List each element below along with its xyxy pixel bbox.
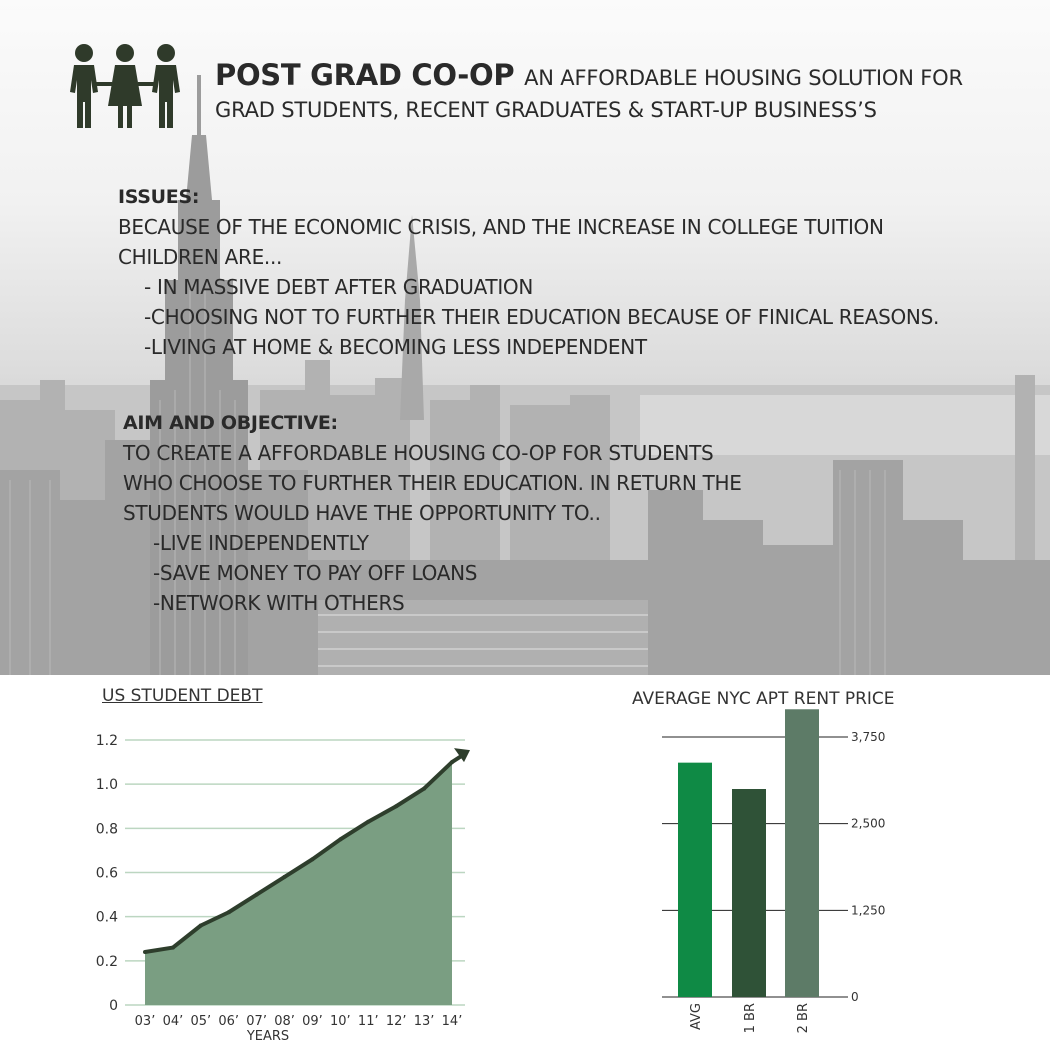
debt-point (366, 820, 370, 824)
page-title (215, 58, 963, 92)
debt-ytick-label: 0.2 (95, 953, 118, 970)
aim-point: -NETWORK WITH OTHERS (153, 591, 405, 615)
issues-intro-line: CHILDREN ARE... (118, 245, 283, 269)
issues-point: - IN MASSIVE DEBT AFTER GRADUATION (144, 275, 534, 299)
title-main: POST GRAD CO-OP (215, 58, 515, 92)
debt-xtick-label: 11’ (357, 1014, 379, 1029)
rent-ytick-label: 3,750 (851, 730, 886, 744)
rent-ytick-label: 0 (851, 990, 859, 1004)
debt-xtick-label: 13’ (413, 1014, 435, 1029)
debt-xtick-label: 06’ (218, 1014, 240, 1029)
debt-xtick-label: 12’ (385, 1014, 407, 1029)
debt-xaxis-label: YEARS (246, 1029, 290, 1044)
debt-ytick-label: 0.6 (95, 865, 118, 882)
rent-xtick-label: 1 BR (743, 1003, 758, 1034)
rent-ytick-label: 1,250 (851, 903, 886, 918)
issues-heading: ISSUES: (118, 186, 200, 208)
people-logo-icon (62, 40, 187, 135)
debt-xtick-label: 05’ (190, 1014, 212, 1029)
debt-area (145, 762, 452, 1005)
rent-xtick-label: AVG (689, 1003, 704, 1031)
debt-xtick-label: 10’ (330, 1014, 351, 1029)
debt-xtick-label: 14’ (441, 1014, 463, 1029)
debt-ytick-label: 0.8 (95, 821, 118, 838)
debt-chart-title: US STUDENT DEBT (102, 686, 263, 706)
rent-bar (732, 789, 766, 997)
aim-intro-line: WHO CHOOSE TO FURTHER THEIR EDUCATION. IN RETURN THE (123, 471, 742, 495)
debt-point (143, 950, 147, 954)
aim-point: -LIVE INDEPENDENTLY (153, 531, 369, 555)
debt-ytick-label: 0.4 (95, 909, 118, 926)
debt-point (422, 787, 426, 791)
title-subtitle-line2: GRAD STUDENTS, RECENT GRADUATES & START-UP BUSINESS’S (215, 98, 877, 122)
debt-line (145, 762, 452, 952)
debt-xtick-label: 07’ (246, 1014, 267, 1029)
debt-point (338, 837, 342, 841)
aim-section (123, 408, 742, 618)
debt-arrow-icon (454, 748, 470, 762)
debt-point (394, 804, 398, 808)
debt-xtick-label: 09’ (302, 1014, 323, 1029)
rent-ytick-label: 2,500 (851, 816, 886, 831)
aim-intro-line: TO CREATE A AFFORDABLE HOUSING CO-OP FOR STUDENTS (123, 441, 714, 465)
aim-intro-line: STUDENTS WOULD HAVE THE OPPORTUNITY TO.. (123, 501, 601, 525)
issues-section (118, 182, 939, 362)
rent-bar (785, 709, 819, 997)
issues-point: -CHOOSING NOT TO FURTHER THEIR EDUCATION BECAUSE OF FINICAL REASONS. (144, 305, 940, 329)
debt-ytick-label: 1.0 (95, 777, 118, 794)
debt-point (255, 893, 259, 897)
rent-bar (678, 763, 712, 997)
debt-xtick-label: 04’ (162, 1014, 184, 1029)
debt-point (283, 875, 287, 879)
debt-ytick-label: 1.2 (95, 733, 118, 749)
debt-xtick-label: 08’ (274, 1014, 295, 1029)
debt-xtick-label: 03’ (134, 1014, 156, 1029)
debt-ytick-label: 0 (109, 998, 118, 1014)
debt-arrow-shaft (452, 753, 466, 762)
debt-point (227, 910, 231, 914)
debt-point (310, 857, 314, 861)
rent-chart-title: AVERAGE NYC APT RENT PRICE (632, 689, 895, 709)
aim-point: -SAVE MONEY TO PAY OFF LOANS (153, 561, 478, 585)
debt-point (450, 760, 454, 764)
rent-xtick-label: 2 BR (796, 1003, 811, 1034)
aim-heading: AIM AND OBJECTIVE: (123, 412, 338, 434)
issues-intro-line: BECAUSE OF THE ECONOMIC CRISIS, AND THE INCREASE IN COLLEGE TUITION (118, 215, 884, 239)
debt-point (171, 946, 175, 950)
issues-point: -LIVING AT HOME & BECOMING LESS INDEPENDENT (144, 335, 647, 359)
title-subtitle-line1: AN AFFORDABLE HOUSING SOLUTION FOR (524, 66, 963, 90)
debt-point (199, 924, 203, 928)
